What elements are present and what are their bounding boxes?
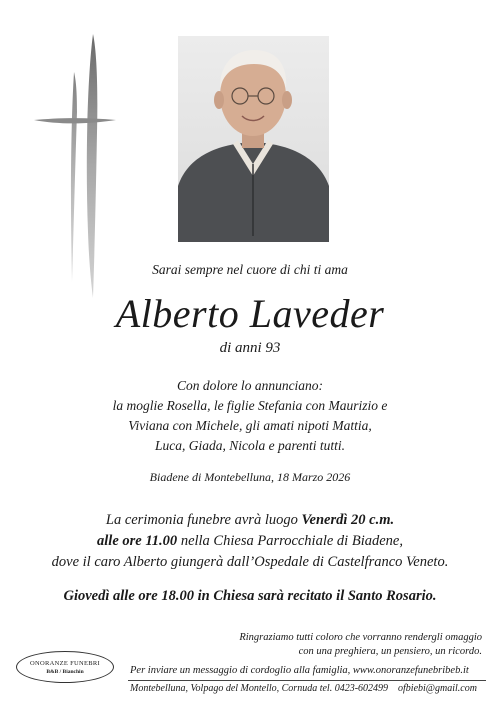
rosary-notice: Giovedì alle ore 18.00 in Chiesa sarà recitato il Santo Rosario. (63, 588, 437, 604)
funeral-home-logo (16, 651, 114, 683)
thanks-note (152, 631, 482, 659)
age-label: di anni 93 (219, 340, 281, 356)
deceased-name: Alberto Laveder (115, 291, 385, 336)
thanks-line: con una preghiera, un pensiero, un ricordo. (298, 646, 482, 657)
ceremony-line-1 (0, 510, 500, 531)
announcement-line: Luca, Giada, Nicola e parenti tutti. (155, 438, 345, 453)
announcement-line: Con dolore lo annunciano: (176, 378, 324, 393)
ceremony-line-3: dove il caro Alberto giungerà dall’Ospedale di Castelfranco Veneto. (51, 554, 449, 570)
announcement-line: Viviana con Michele, gli amati nipoti Mattia, (128, 418, 372, 433)
condolence-link[interactable]: Per inviare un messaggio di cordoglio alla famiglia, www.onoranzefunebribeb.it (130, 665, 469, 676)
announcement-line: la moglie Rosella, le figlie Stefania con Maurizio e (112, 398, 388, 413)
ceremony-date: Venerdì 20 c.m. (301, 512, 395, 528)
cross-icon (30, 32, 120, 300)
ceremony-text: La cerimonia funebre avrà luogo (105, 512, 302, 528)
ceremony-line-2 (0, 531, 500, 552)
announcement (0, 376, 500, 456)
logo-name: ONORANZE FUNEBRI (30, 660, 100, 667)
footer-divider (128, 680, 486, 681)
ceremony-info (0, 510, 500, 573)
footer-contacts: Montebelluna, Volpago del Montello, Cornuda tel. 0423-602499 ofbiebi@gmail.com (130, 683, 477, 694)
place-date: Biadene di Montebelluna, 18 Marzo 2026 (149, 470, 351, 484)
ceremony-time: alle ore 11.00 (97, 533, 178, 549)
thanks-line: Ringraziamo tutti coloro che vorranno rendergli omaggio (239, 632, 482, 643)
tagline: Sarai sempre nel cuore di chi ti ama (152, 262, 348, 277)
ceremony-text: nella Chiesa Parrocchiale di Biadene, (177, 533, 403, 549)
portrait-photo (178, 36, 329, 242)
logo-subtitle: B&B / Bianchin (46, 669, 84, 675)
